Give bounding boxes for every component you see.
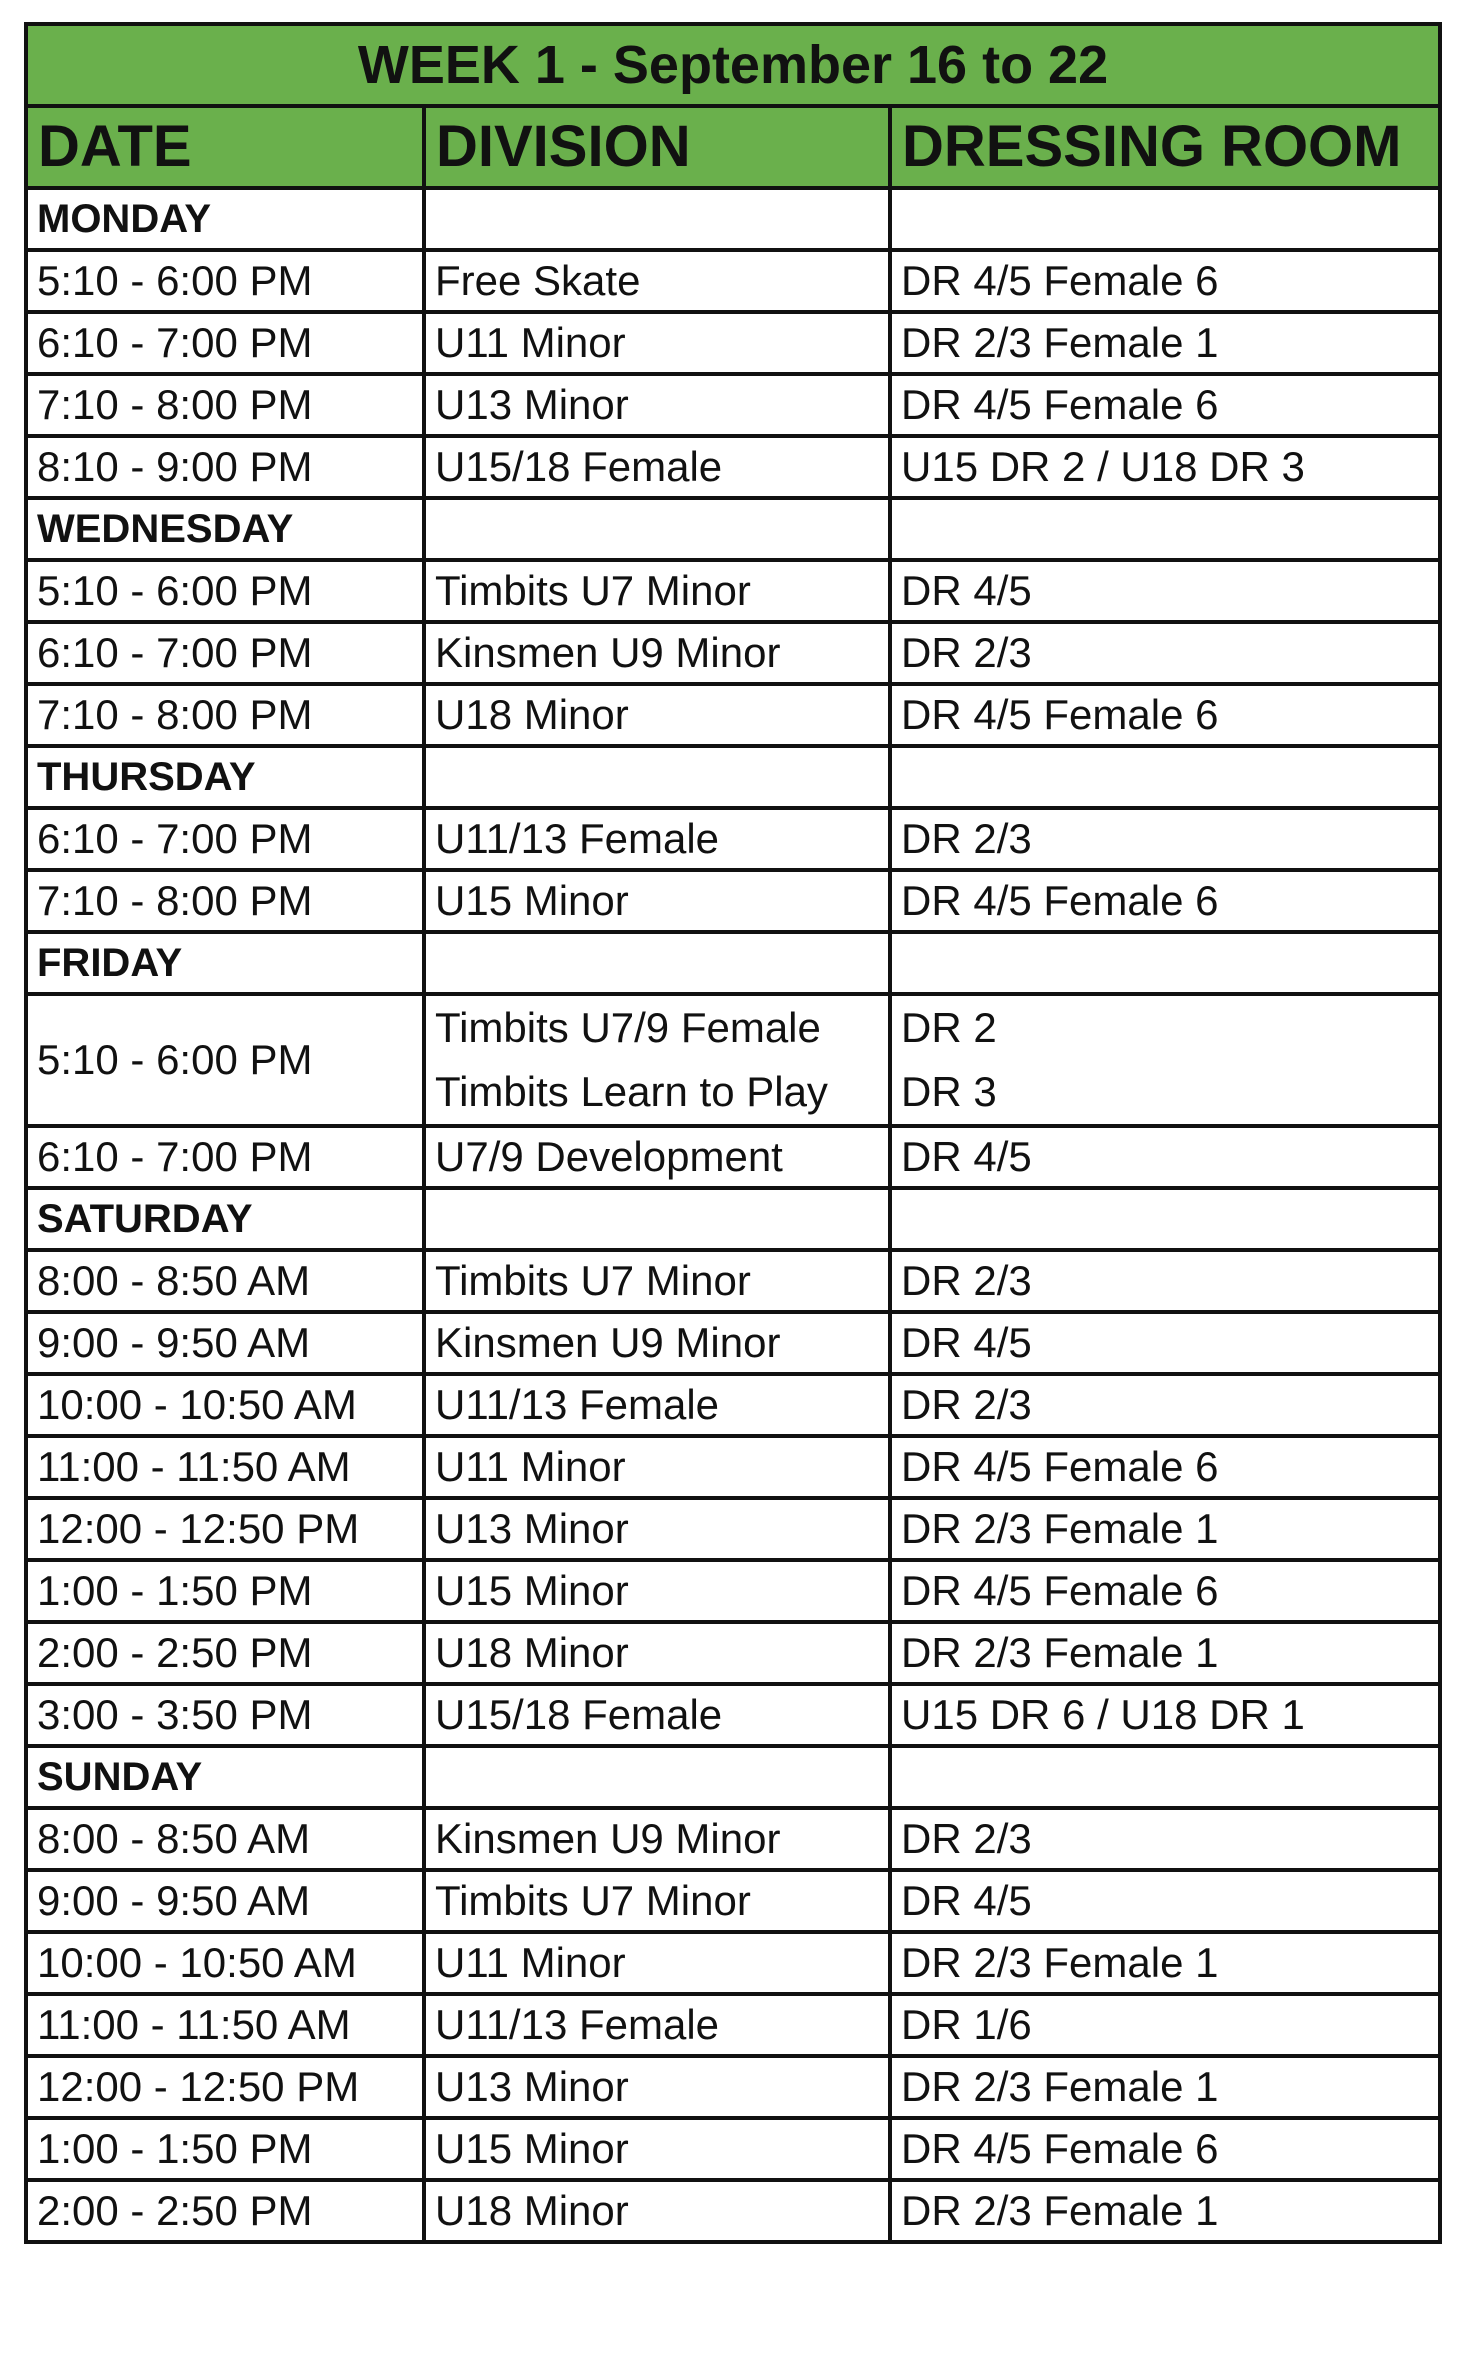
table-row <box>26 374 1440 436</box>
day-label: WEDNESDAY <box>26 498 424 560</box>
dressing-room-text: DR 4/5 Female 6 <box>901 691 1219 738</box>
division-text: U15 Minor <box>435 2125 629 2172</box>
division-cell <box>424 1436 890 1498</box>
day-label: THURSDAY <box>26 746 424 808</box>
division-cell <box>424 1250 890 1312</box>
time-cell: 8:10 - 9:00 PM <box>26 436 424 498</box>
division-text: Free Skate <box>435 257 641 304</box>
time-cell: 6:10 - 7:00 PM <box>26 622 424 684</box>
time-cell: 5:10 - 6:00 PM <box>26 560 424 622</box>
day-room-empty <box>890 1188 1440 1250</box>
division-text: Timbits Learn to Play <box>435 1068 828 1115</box>
division-cell <box>424 1808 890 1870</box>
day-row <box>26 1188 1440 1250</box>
division-cell <box>424 1684 890 1746</box>
dressing-room-text: DR 2/3 Female 1 <box>901 1939 1219 1986</box>
table-row <box>26 2118 1440 2180</box>
dressing-room-text: DR 4/5 <box>901 1319 1032 1366</box>
time-cell: 9:00 - 9:50 AM <box>26 1312 424 1374</box>
dressing-room-cell <box>890 622 1440 684</box>
division-text: U11/13 Female <box>435 815 720 862</box>
division-text: U13 Minor <box>435 1505 629 1552</box>
table-row <box>26 1436 1440 1498</box>
dressing-room-text: DR 4/5 <box>901 1877 1032 1924</box>
table-row <box>26 1870 1440 1932</box>
table-row <box>26 1374 1440 1436</box>
dressing-room-text: DR 4/5 Female 6 <box>901 1443 1219 1490</box>
dressing-room-cell <box>890 1808 1440 1870</box>
table-row <box>26 1808 1440 1870</box>
dressing-room-cell <box>890 1498 1440 1560</box>
table-row <box>26 312 1440 374</box>
dressing-room-text: DR 3 <box>901 1068 997 1115</box>
day-division-empty <box>424 932 890 994</box>
day-label: MONDAY <box>26 188 424 250</box>
time-cell: 6:10 - 7:00 PM <box>26 312 424 374</box>
division-text: U13 Minor <box>435 2063 629 2110</box>
dressing-room-cell <box>890 1994 1440 2056</box>
day-label: FRIDAY <box>26 932 424 994</box>
division-text: U15 Minor <box>435 1567 629 1614</box>
division-text: Timbits U7/9 Female <box>435 1004 821 1051</box>
dressing-room-cell <box>890 436 1440 498</box>
division-text: U18 Minor <box>435 1629 629 1676</box>
division-text: U18 Minor <box>435 2187 629 2234</box>
schedule-body <box>26 188 1440 2242</box>
schedule-table <box>24 22 1442 2244</box>
page-title: WEEK 1 - September 16 to 22 <box>26 24 1440 106</box>
division-cell <box>424 1374 890 1436</box>
day-division-empty <box>424 498 890 560</box>
dressing-room-text: DR 2 <box>901 1004 997 1051</box>
day-row <box>26 746 1440 808</box>
dressing-room-text: DR 2/3 Female 1 <box>901 319 1219 366</box>
day-label: SATURDAY <box>26 1188 424 1250</box>
dressing-room-cell <box>890 1622 1440 1684</box>
division-cell <box>424 1622 890 1684</box>
table-row <box>26 1126 1440 1188</box>
division-cell <box>424 250 890 312</box>
division-text: Timbits U7 Minor <box>435 1877 751 1924</box>
dressing-room-text: DR 4/5 Female 6 <box>901 257 1219 304</box>
dressing-room-text: DR 4/5 <box>901 567 1032 614</box>
dressing-room-cell <box>890 994 1440 1126</box>
division-cell <box>424 1126 890 1188</box>
time-cell: 10:00 - 10:50 AM <box>26 1374 424 1436</box>
header-dressing-room: DRESSING ROOM <box>890 106 1440 188</box>
division-cell <box>424 1312 890 1374</box>
table-row <box>26 1250 1440 1312</box>
time-cell: 11:00 - 11:50 AM <box>26 1436 424 1498</box>
day-row <box>26 1746 1440 1808</box>
division-text: U11 Minor <box>435 319 626 366</box>
dressing-room-text: DR 2/3 <box>901 1815 1032 1862</box>
division-text: Kinsmen U9 Minor <box>435 629 781 676</box>
dressing-room-text: DR 2/3 Female 1 <box>901 2063 1219 2110</box>
dressing-room-cell <box>890 1126 1440 1188</box>
dressing-room-cell <box>890 560 1440 622</box>
division-text: U11 Minor <box>435 1443 626 1490</box>
division-cell <box>424 2180 890 2242</box>
dressing-room-cell <box>890 2180 1440 2242</box>
day-room-empty <box>890 498 1440 560</box>
division-cell <box>424 1498 890 1560</box>
day-label: SUNDAY <box>26 1746 424 1808</box>
division-cell <box>424 1870 890 1932</box>
day-room-empty <box>890 188 1440 250</box>
division-cell <box>424 374 890 436</box>
dressing-room-text: DR 4/5 Female 6 <box>901 381 1219 428</box>
division-cell <box>424 808 890 870</box>
dressing-room-text: U15 DR 6 / U18 DR 1 <box>901 1691 1305 1738</box>
dressing-room-text: DR 4/5 Female 6 <box>901 877 1219 924</box>
day-row <box>26 188 1440 250</box>
day-room-empty <box>890 1746 1440 1808</box>
table-row <box>26 1560 1440 1622</box>
dressing-room-cell <box>890 1374 1440 1436</box>
dressing-room-cell <box>890 374 1440 436</box>
division-cell <box>424 994 890 1126</box>
division-text: U15 Minor <box>435 877 629 924</box>
time-cell: 9:00 - 9:50 AM <box>26 1870 424 1932</box>
table-row <box>26 622 1440 684</box>
time-cell: 2:00 - 2:50 PM <box>26 2180 424 2242</box>
dressing-room-text: DR 2/3 Female 1 <box>901 1629 1219 1676</box>
table-row <box>26 1994 1440 2056</box>
dressing-room-text: DR 2/3 <box>901 815 1032 862</box>
table-row <box>26 684 1440 746</box>
table-row <box>26 1622 1440 1684</box>
dressing-room-text: DR 2/3 <box>901 629 1032 676</box>
table-row <box>26 2180 1440 2242</box>
dressing-room-cell <box>890 1250 1440 1312</box>
dressing-room-text: DR 1/6 <box>901 2001 1032 2048</box>
dressing-room-cell <box>890 1870 1440 1932</box>
table-row <box>26 2056 1440 2118</box>
time-cell: 11:00 - 11:50 AM <box>26 1994 424 2056</box>
division-text: U15/18 Female <box>435 1691 723 1738</box>
table-row <box>26 436 1440 498</box>
dressing-room-cell <box>890 808 1440 870</box>
dressing-room-cell <box>890 1312 1440 1374</box>
division-cell <box>424 1994 890 2056</box>
time-cell: 6:10 - 7:00 PM <box>26 808 424 870</box>
day-division-empty <box>424 1746 890 1808</box>
dressing-room-cell <box>890 250 1440 312</box>
division-text: Timbits U7 Minor <box>435 1257 751 1304</box>
time-cell: 6:10 - 7:00 PM <box>26 1126 424 1188</box>
dressing-room-text: DR 2/3 <box>901 1381 1032 1428</box>
dressing-room-cell <box>890 1932 1440 1994</box>
time-cell: 2:00 - 2:50 PM <box>26 1622 424 1684</box>
dressing-room-text: DR 4/5 Female 6 <box>901 2125 1219 2172</box>
division-cell <box>424 622 890 684</box>
time-cell: 12:00 - 12:50 PM <box>26 1498 424 1560</box>
time-cell: 10:00 - 10:50 AM <box>26 1932 424 1994</box>
table-row <box>26 870 1440 932</box>
time-cell: 1:00 - 1:50 PM <box>26 2118 424 2180</box>
day-room-empty <box>890 746 1440 808</box>
table-row <box>26 560 1440 622</box>
division-cell <box>424 1560 890 1622</box>
division-text: Timbits U7 Minor <box>435 567 751 614</box>
day-row <box>26 932 1440 994</box>
table-row <box>26 1498 1440 1560</box>
table-row <box>26 250 1440 312</box>
header-row <box>26 106 1440 188</box>
division-cell <box>424 870 890 932</box>
time-cell: 3:00 - 3:50 PM <box>26 1684 424 1746</box>
schedule-sheet <box>24 22 1438 2244</box>
title-row <box>26 24 1440 106</box>
header-division: DIVISION <box>424 106 890 188</box>
header-date: DATE <box>26 106 424 188</box>
division-text: U15/18 Female <box>435 443 723 490</box>
dressing-room-text: DR 4/5 Female 6 <box>901 1567 1219 1614</box>
day-division-empty <box>424 1188 890 1250</box>
division-text: U13 Minor <box>435 381 629 428</box>
time-cell: 7:10 - 8:00 PM <box>26 374 424 436</box>
table-row <box>26 1312 1440 1374</box>
division-cell <box>424 436 890 498</box>
time-cell: 7:10 - 8:00 PM <box>26 870 424 932</box>
time-cell: 1:00 - 1:50 PM <box>26 1560 424 1622</box>
dressing-room-cell <box>890 2056 1440 2118</box>
division-text: U7/9 Development <box>435 1133 783 1180</box>
dressing-room-cell <box>890 684 1440 746</box>
dressing-room-text: DR 2/3 <box>901 1257 1032 1304</box>
day-row <box>26 498 1440 560</box>
division-text: U11/13 Female <box>435 1381 720 1428</box>
time-cell: 8:00 - 8:50 AM <box>26 1250 424 1312</box>
time-cell: 8:00 - 8:50 AM <box>26 1808 424 1870</box>
dressing-room-text: U15 DR 2 / U18 DR 3 <box>901 443 1305 490</box>
dressing-room-cell <box>890 1684 1440 1746</box>
division-cell <box>424 2118 890 2180</box>
division-cell <box>424 684 890 746</box>
division-text: U18 Minor <box>435 691 629 738</box>
day-division-empty <box>424 188 890 250</box>
dressing-room-cell <box>890 870 1440 932</box>
dressing-room-text: DR 2/3 Female 1 <box>901 1505 1219 1552</box>
dressing-room-cell <box>890 2118 1440 2180</box>
division-cell <box>424 312 890 374</box>
division-text: U11/13 Female <box>435 2001 720 2048</box>
table-row <box>26 1684 1440 1746</box>
time-cell: 12:00 - 12:50 PM <box>26 2056 424 2118</box>
division-cell <box>424 1932 890 1994</box>
dressing-room-cell <box>890 1436 1440 1498</box>
day-division-empty <box>424 746 890 808</box>
dressing-room-cell <box>890 312 1440 374</box>
table-row <box>26 1932 1440 1994</box>
dressing-room-text: DR 4/5 <box>901 1133 1032 1180</box>
dressing-room-cell <box>890 1560 1440 1622</box>
division-text: Kinsmen U9 Minor <box>435 1319 781 1366</box>
table-row <box>26 808 1440 870</box>
division-cell <box>424 2056 890 2118</box>
division-text: Kinsmen U9 Minor <box>435 1815 781 1862</box>
dressing-room-text: DR 2/3 Female 1 <box>901 2187 1219 2234</box>
day-room-empty <box>890 932 1440 994</box>
time-cell: 5:10 - 6:00 PM <box>26 250 424 312</box>
division-text: U11 Minor <box>435 1939 626 1986</box>
time-cell: 5:10 - 6:00 PM <box>26 994 424 1126</box>
table-row <box>26 994 1440 1126</box>
time-cell: 7:10 - 8:00 PM <box>26 684 424 746</box>
division-cell <box>424 560 890 622</box>
